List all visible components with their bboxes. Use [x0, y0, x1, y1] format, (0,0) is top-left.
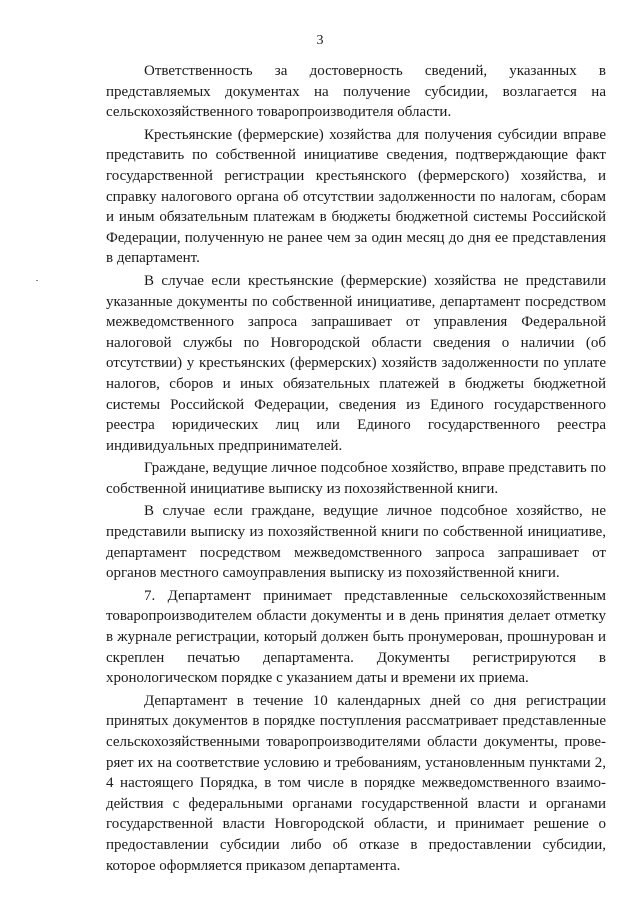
- paragraph-farms-interagency-request: В случае если крестьянские (фермерские) хозяйства не представили указанные документы по собственной инициативе, департамент посредством межведомственного запроса запрашивает от управления Федеральной налоговой службы по Новгородской области сведения о наличии (об отсутствии) у крестьянских (фермерских) хозяйств задолженности по уплате налогов, сборов и иных обязательных платежей в бюджеты бюджетной системы Российской Федерации, сведения из Единого государственного реестра юридических лиц или Единого государственного реестра индивидуальных предпринимателей.: [106, 272, 606, 454]
- paragraph-citizens-right-to-submit: Граждане, ведущие личное подсобное хозяйство, вправе представить по собственной инициативе выписку из похозяйственной книги.: [106, 460, 606, 497]
- paragraph-citizens-interagency-request: В случае если граждане, ведущие личное подсобное хозяйство, не представили выписку из похозяйственной книги по собственной инициативе, департамент посредством межведомственного запроса запрашивает от органов местного самоуправления выписку из похозяйственной книги.: [106, 503, 606, 582]
- paragraph-item-7-registration: 7. Департамент принимает представленные сельскохозяйственным товаропроизводителем области документы и в день принятия делает отметку в журнале регистрации, который должен быть пронумерован, прошнурован и скреплен печатью департамента. Документы регистрируются в хронологическом порядке с указанием даты и времени их приема.: [106, 587, 606, 687]
- document-body: [106, 61, 606, 878]
- page-number: 3: [316, 33, 324, 48]
- paragraph-responsibility: Ответственность за достоверность сведений, указанных в представляемых документах на получение субсидии, возлагается на сельскохозяйственного товаропроизводителя области.: [106, 63, 606, 121]
- paragraph-review-decision: Департамент в течение 10 календарных дней со дня регистрации принятых документов в порядке поступления рассматривает представленные сельскохозяйственными товаропроизводителями области документы, прове-ряет их на соответствие условию и требованиям, установленным пунктами 2, 4 настоящего Порядка, в том числе в порядке межведомственного взаимо-действия с федеральными органами государственной власти и органами государственной власти Новгородской области, и принимает решение о предоставлении субсидии либо об отказе в предоставлении субсидии, которое оформляется приказом департамента.: [106, 692, 606, 874]
- paragraph-farms-right-to-submit: Крестьянские (фермерские) хозяйства для получения субсидии вправе представить по собственной инициативе сведения, подтверждающие факт государственной регистрации крестьянского (фермерского) хозяйства, и справку налогового органа об отсутствии задолженности по налогам, сборам и иным обязательным платежам в бюджеты бюджетной системы Российской Федерации, полученную не ранее чем за один месяц до дня ее представления в департамент.: [106, 126, 606, 267]
- margin-mark: [36, 280, 38, 281]
